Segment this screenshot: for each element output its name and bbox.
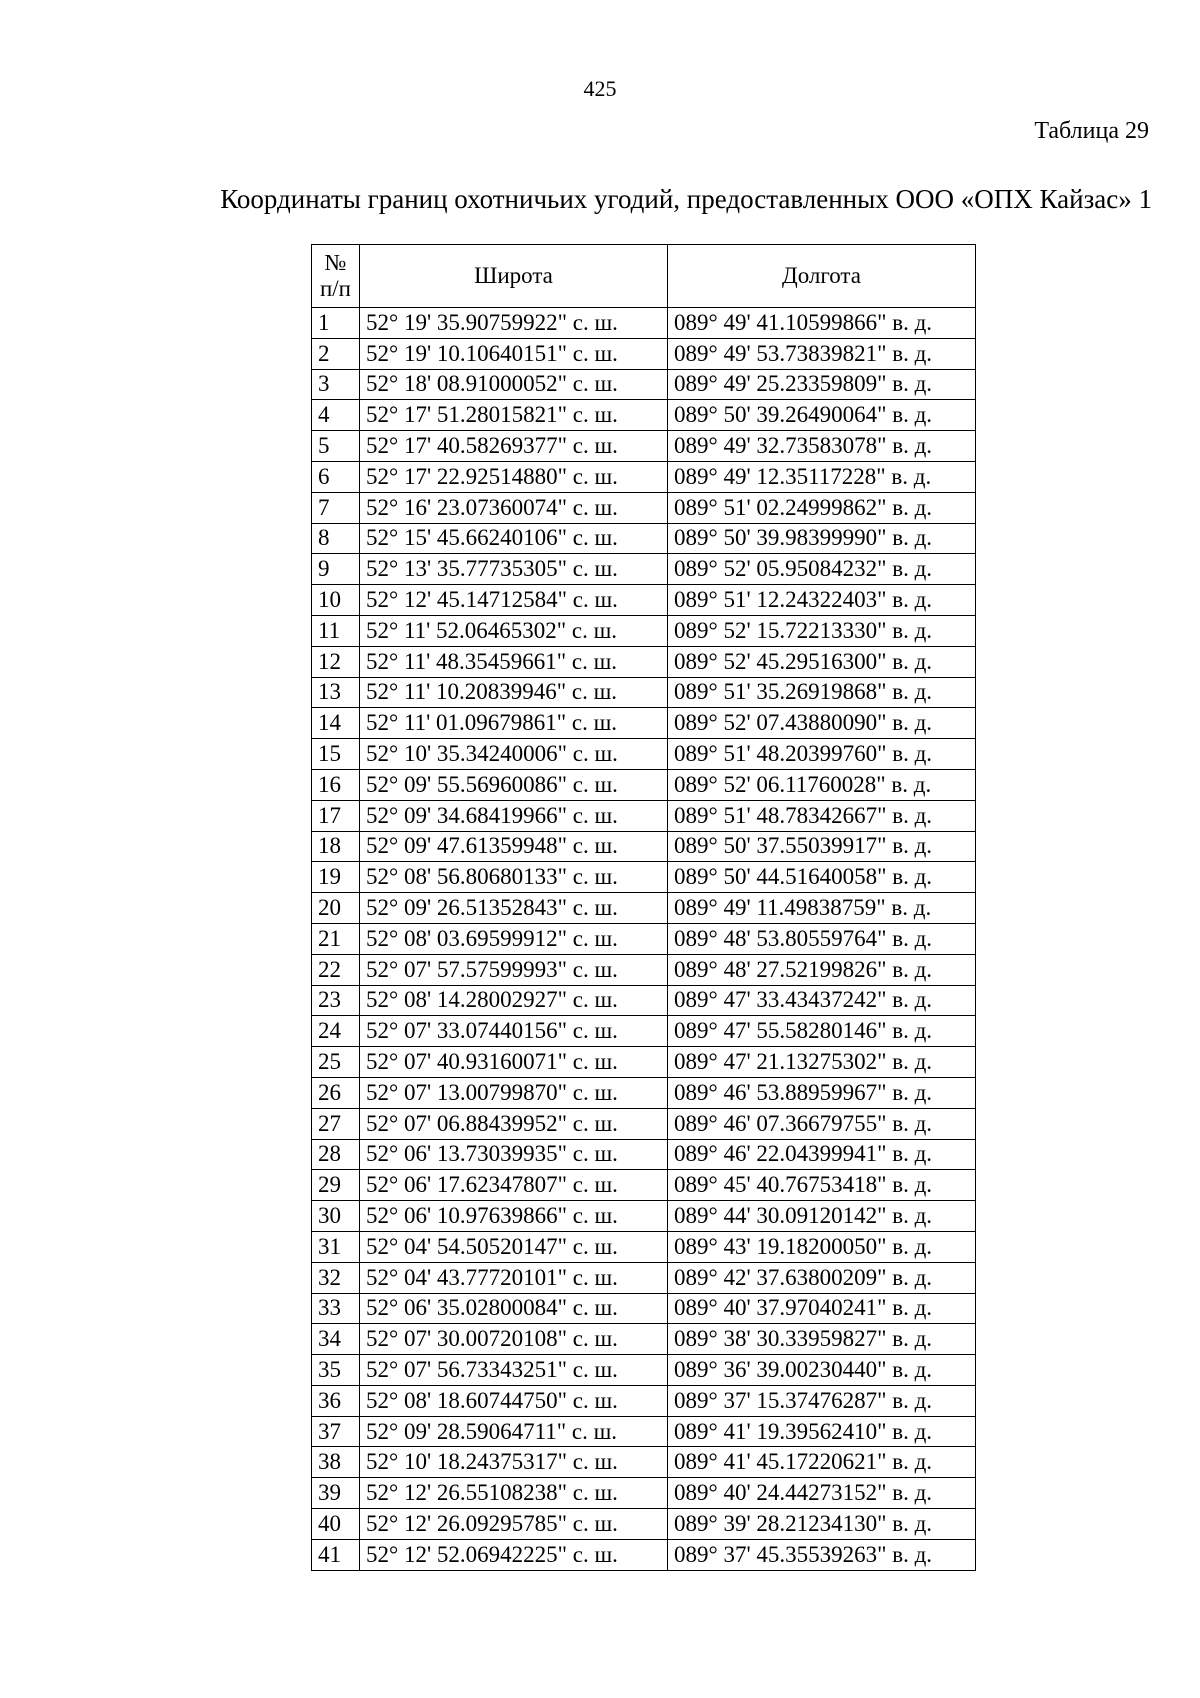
table-row — [312, 1509, 976, 1540]
table-row — [312, 338, 976, 369]
row-latitude: 52° 11' 48.35459661" с. ш. — [360, 646, 668, 677]
row-longitude: 089° 45' 40.76753418" в. д. — [668, 1170, 976, 1201]
row-latitude: 52° 18' 08.91000052" с. ш. — [360, 369, 668, 400]
row-longitude: 089° 40' 24.44273152" в. д. — [668, 1478, 976, 1509]
row-latitude: 52° 10' 35.34240006" с. ш. — [360, 739, 668, 770]
row-latitude: 52° 06' 35.02800084" с. ш. — [360, 1293, 668, 1324]
row-latitude: 52° 17' 40.58269377" с. ш. — [360, 431, 668, 462]
row-latitude: 52° 15' 45.66240106" с. ш. — [360, 523, 668, 554]
table-row — [312, 646, 976, 677]
row-number: 12 — [312, 646, 360, 677]
row-latitude: 52° 07' 56.73343251" с. ш. — [360, 1355, 668, 1386]
row-number: 7 — [312, 492, 360, 523]
row-number: 26 — [312, 1077, 360, 1108]
row-number: 16 — [312, 769, 360, 800]
row-longitude: 089° 37' 45.35539263" в. д. — [668, 1539, 976, 1570]
row-longitude: 089° 51' 12.24322403" в. д. — [668, 585, 976, 616]
row-number: 23 — [312, 985, 360, 1016]
header-number-line2: п/п — [319, 276, 351, 301]
row-longitude: 089° 49' 32.73583078" в. д. — [668, 431, 976, 462]
row-latitude: 52° 12' 26.09295785" с. ш. — [360, 1509, 668, 1540]
row-number: 35 — [312, 1355, 360, 1386]
row-number: 33 — [312, 1293, 360, 1324]
row-longitude: 089° 41' 19.39562410" в. д. — [668, 1416, 976, 1447]
row-number: 1 — [312, 308, 360, 339]
table-header — [312, 245, 976, 308]
row-latitude: 52° 06' 17.62347807" с. ш. — [360, 1170, 668, 1201]
table-row — [312, 308, 976, 339]
row-number: 37 — [312, 1416, 360, 1447]
row-longitude: 089° 39' 28.21234130" в. д. — [668, 1509, 976, 1540]
table-row — [312, 862, 976, 893]
row-number: 19 — [312, 862, 360, 893]
row-latitude: 52° 06' 10.97639866" с. ш. — [360, 1201, 668, 1232]
row-number: 6 — [312, 461, 360, 492]
table-row — [312, 1293, 976, 1324]
row-latitude: 52° 13' 35.77735305" с. ш. — [360, 554, 668, 585]
row-number: 28 — [312, 1139, 360, 1170]
table-row — [312, 1016, 976, 1047]
row-latitude: 52° 17' 51.28015821" с. ш. — [360, 400, 668, 431]
table-row — [312, 431, 976, 462]
table-row — [312, 1478, 976, 1509]
row-longitude: 089° 41' 45.17220621" в. д. — [668, 1447, 976, 1478]
header-row — [312, 245, 976, 308]
page-number: 425 — [583, 76, 617, 101]
table-row — [312, 461, 976, 492]
row-number: 25 — [312, 1047, 360, 1078]
row-longitude: 089° 51' 35.26919868" в. д. — [668, 677, 976, 708]
row-latitude: 52° 19' 35.90759922" с. ш. — [360, 308, 668, 339]
row-number: 22 — [312, 954, 360, 985]
row-longitude: 089° 52' 05.95084232" в. д. — [668, 554, 976, 585]
row-latitude: 52° 07' 40.93160071" с. ш. — [360, 1047, 668, 1078]
row-latitude: 52° 07' 57.57599993" с. ш. — [360, 954, 668, 985]
row-latitude: 52° 11' 52.06465302" с. ш. — [360, 615, 668, 646]
table-row — [312, 1201, 976, 1232]
table-row — [312, 1447, 976, 1478]
row-latitude: 52° 09' 55.56960086" с. ш. — [360, 769, 668, 800]
row-latitude: 52° 19' 10.10640151" с. ш. — [360, 338, 668, 369]
table-row — [312, 1416, 976, 1447]
row-longitude: 089° 51' 02.24999862" в. д. — [668, 492, 976, 523]
row-number: 30 — [312, 1201, 360, 1232]
row-latitude: 52° 07' 13.00799870" с. ш. — [360, 1077, 668, 1108]
row-latitude: 52° 08' 18.60744750" с. ш. — [360, 1385, 668, 1416]
table-row — [312, 739, 976, 770]
table-row — [312, 1170, 976, 1201]
row-longitude: 089° 47' 21.13275302" в. д. — [668, 1047, 976, 1078]
row-longitude: 089° 51' 48.78342667" в. д. — [668, 800, 976, 831]
row-number: 24 — [312, 1016, 360, 1047]
row-number: 34 — [312, 1324, 360, 1355]
row-number: 41 — [312, 1539, 360, 1570]
row-longitude: 089° 46' 53.88959967" в. д. — [668, 1077, 976, 1108]
row-latitude: 52° 08' 56.80680133" с. ш. — [360, 862, 668, 893]
row-latitude: 52° 17' 22.92514880" с. ш. — [360, 461, 668, 492]
row-number: 4 — [312, 400, 360, 431]
row-number: 2 — [312, 338, 360, 369]
row-longitude: 089° 49' 11.49838759" в. д. — [668, 893, 976, 924]
row-number: 29 — [312, 1170, 360, 1201]
row-number: 32 — [312, 1262, 360, 1293]
header-number-line1: № — [324, 250, 347, 275]
table-row — [312, 1385, 976, 1416]
row-number: 10 — [312, 585, 360, 616]
table-row — [312, 400, 976, 431]
row-longitude: 089° 47' 55.58280146" в. д. — [668, 1016, 976, 1047]
row-longitude: 089° 50' 44.51640058" в. д. — [668, 862, 976, 893]
row-longitude: 089° 50' 37.55039917" в. д. — [668, 831, 976, 862]
row-longitude: 089° 48' 53.80559764" в. д. — [668, 923, 976, 954]
row-longitude: 089° 46' 07.36679755" в. д. — [668, 1108, 976, 1139]
table-row — [312, 708, 976, 739]
row-number: 8 — [312, 523, 360, 554]
row-number: 18 — [312, 831, 360, 862]
table-row — [312, 369, 976, 400]
header-longitude: Долгота — [668, 245, 976, 308]
table-row — [312, 1108, 976, 1139]
row-latitude: 52° 07' 33.07440156" с. ш. — [360, 1016, 668, 1047]
table-row — [312, 523, 976, 554]
row-number: 15 — [312, 739, 360, 770]
document-title: Координаты границ охотничьих угодий, предоставленных ООО «ОПХ Кайзас» 1 — [220, 184, 1152, 214]
row-longitude: 089° 52' 15.72213330" в. д. — [668, 615, 976, 646]
row-longitude: 089° 42' 37.63800209" в. д. — [668, 1262, 976, 1293]
row-longitude: 089° 52' 06.11760028" в. д. — [668, 769, 976, 800]
row-latitude: 52° 06' 13.73039935" с. ш. — [360, 1139, 668, 1170]
table-row — [312, 1262, 976, 1293]
row-latitude: 52° 09' 34.68419966" с. ш. — [360, 800, 668, 831]
table-row — [312, 554, 976, 585]
row-number: 14 — [312, 708, 360, 739]
table-row — [312, 492, 976, 523]
table-row — [312, 1139, 976, 1170]
table-row — [312, 923, 976, 954]
row-number: 20 — [312, 893, 360, 924]
table-row — [312, 585, 976, 616]
table-row — [312, 800, 976, 831]
row-latitude: 52° 09' 26.51352843" с. ш. — [360, 893, 668, 924]
row-latitude: 52° 12' 45.14712584" с. ш. — [360, 585, 668, 616]
row-number: 5 — [312, 431, 360, 462]
row-latitude: 52° 08' 14.28002927" с. ш. — [360, 985, 668, 1016]
coordinates-table — [311, 244, 976, 1571]
row-latitude: 52° 07' 30.00720108" с. ш. — [360, 1324, 668, 1355]
row-longitude: 089° 38' 30.33959827" в. д. — [668, 1324, 976, 1355]
row-longitude: 089° 52' 45.29516300" в. д. — [668, 646, 976, 677]
row-latitude: 52° 11' 01.09679861" с. ш. — [360, 708, 668, 739]
row-latitude: 52° 04' 43.77720101" с. ш. — [360, 1262, 668, 1293]
row-longitude: 089° 44' 30.09120142" в. д. — [668, 1201, 976, 1232]
row-latitude: 52° 10' 18.24375317" с. ш. — [360, 1447, 668, 1478]
row-latitude: 52° 08' 03.69599912" с. ш. — [360, 923, 668, 954]
row-number: 31 — [312, 1231, 360, 1262]
table-label: Таблица 29 — [1034, 118, 1149, 144]
row-number: 21 — [312, 923, 360, 954]
row-longitude: 089° 37' 15.37476287" в. д. — [668, 1385, 976, 1416]
table-row — [312, 1077, 976, 1108]
row-latitude: 52° 12' 26.55108238" с. ш. — [360, 1478, 668, 1509]
row-latitude: 52° 09' 47.61359948" с. ш. — [360, 831, 668, 862]
row-longitude: 089° 49' 25.23359809" в. д. — [668, 369, 976, 400]
row-longitude: 089° 52' 07.43880090" в. д. — [668, 708, 976, 739]
header-number — [312, 245, 360, 308]
row-longitude: 089° 43' 19.18200050" в. д. — [668, 1231, 976, 1262]
row-latitude: 52° 04' 54.50520147" с. ш. — [360, 1231, 668, 1262]
row-number: 38 — [312, 1447, 360, 1478]
row-number: 13 — [312, 677, 360, 708]
row-number: 9 — [312, 554, 360, 585]
row-number: 3 — [312, 369, 360, 400]
table-row — [312, 677, 976, 708]
table-body — [312, 308, 976, 1571]
header-latitude: Широта — [360, 245, 668, 308]
row-number: 36 — [312, 1385, 360, 1416]
row-longitude: 089° 47' 33.43437242" в. д. — [668, 985, 976, 1016]
row-longitude: 089° 50' 39.98399990" в. д. — [668, 523, 976, 554]
row-longitude: 089° 50' 39.26490064" в. д. — [668, 400, 976, 431]
row-number: 17 — [312, 800, 360, 831]
table-row — [312, 831, 976, 862]
row-number: 39 — [312, 1478, 360, 1509]
row-latitude: 52° 16' 23.07360074" с. ш. — [360, 492, 668, 523]
row-longitude: 089° 40' 37.97040241" в. д. — [668, 1293, 976, 1324]
row-longitude: 089° 36' 39.00230440" в. д. — [668, 1355, 976, 1386]
table-row — [312, 1355, 976, 1386]
row-longitude: 089° 51' 48.20399760" в. д. — [668, 739, 976, 770]
table-row — [312, 769, 976, 800]
table-row — [312, 1231, 976, 1262]
row-latitude: 52° 07' 06.88439952" с. ш. — [360, 1108, 668, 1139]
row-latitude: 52° 11' 10.20839946" с. ш. — [360, 677, 668, 708]
row-number: 11 — [312, 615, 360, 646]
table-row — [312, 615, 976, 646]
row-longitude: 089° 46' 22.04399941" в. д. — [668, 1139, 976, 1170]
table-row — [312, 1047, 976, 1078]
table-row — [312, 954, 976, 985]
row-longitude: 089° 48' 27.52199826" в. д. — [668, 954, 976, 985]
table-row — [312, 985, 976, 1016]
table-row — [312, 1539, 976, 1570]
table-row — [312, 893, 976, 924]
row-number: 27 — [312, 1108, 360, 1139]
row-longitude: 089° 49' 41.10599866" в. д. — [668, 308, 976, 339]
row-number: 40 — [312, 1509, 360, 1540]
row-longitude: 089° 49' 12.35117228" в. д. — [668, 461, 976, 492]
row-latitude: 52° 12' 52.06942225" с. ш. — [360, 1539, 668, 1570]
row-latitude: 52° 09' 28.59064711" с. ш. — [360, 1416, 668, 1447]
row-longitude: 089° 49' 53.73839821" в. д. — [668, 338, 976, 369]
table-row — [312, 1324, 976, 1355]
